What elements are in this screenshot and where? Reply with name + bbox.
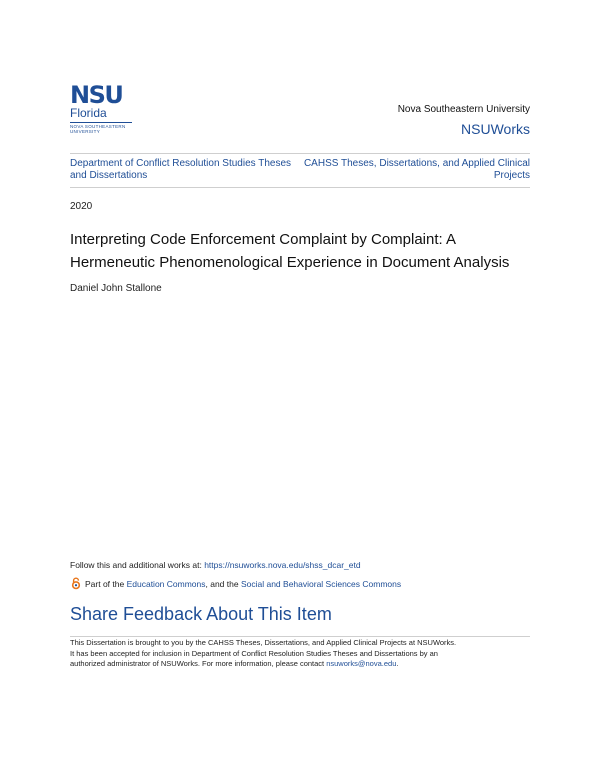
logo-wordmark: NSU <box>70 81 123 109</box>
divider-bottom <box>70 636 530 637</box>
footer-line-1: This Dissertation is brought to you by the CAHSS Theses, Dissertations, and Applied Clinical Projects at NSUWorks. <box>70 638 457 647</box>
publication-year: 2020 <box>70 201 93 212</box>
social-behavioral-commons-link[interactable]: Social and Behavioral Sciences Commons <box>240 578 402 589</box>
divider-middle <box>70 187 530 188</box>
open-access-icon <box>70 577 82 590</box>
collection-link-right[interactable]: CAHSS Theses, Dissertations, and Applied Clinical Projects <box>303 158 530 181</box>
footer-line-3-suffix: . <box>396 659 399 668</box>
collection-link-left[interactable]: Department of Conflict Resolution Studies Theses and Dissertations <box>70 158 292 181</box>
nsu-florida-logo <box>70 83 138 134</box>
follow-url-link[interactable]: https://nsuworks.nova.edu/shss_dcar_etd <box>204 560 361 570</box>
footer-notice <box>70 638 532 670</box>
part-of-middle: , and the <box>205 578 239 589</box>
logo-state: Florida <box>70 106 107 120</box>
education-commons-link[interactable]: Education Commons <box>126 578 206 589</box>
follow-prefix: Follow this and additional works at: <box>70 560 205 570</box>
author-name: Daniel John Stallone <box>70 283 162 294</box>
share-feedback-link[interactable]: Share Feedback About This Item <box>70 604 332 624</box>
nsuworks-link[interactable]: NSUWorks <box>461 121 530 137</box>
contact-email-link[interactable]: nsuworks@nova.edu <box>326 659 397 668</box>
university-name: Nova Southeastern University <box>397 104 530 115</box>
divider-top <box>70 153 530 154</box>
part-of-line <box>70 577 401 590</box>
footer-line-3 <box>70 659 532 670</box>
logo-subline: NOVA SOUTHEASTERN UNIVERSITY <box>70 124 126 134</box>
footer-line-3-prefix: authorized administrator of NSUWorks. For more information, please contact <box>70 659 327 668</box>
logo-divider <box>70 122 132 123</box>
document-title: Interpreting Code Enforcement Complaint by Complaint: A Hermeneutic Phenomenological Experience in Document Analysis <box>70 231 510 271</box>
part-of-prefix: Part of the <box>85 578 125 589</box>
footer-line-2: It has been accepted for inclusion in Department of Conflict Resolution Studies Theses and Dissertations by an <box>70 648 438 658</box>
follow-line <box>70 560 361 570</box>
